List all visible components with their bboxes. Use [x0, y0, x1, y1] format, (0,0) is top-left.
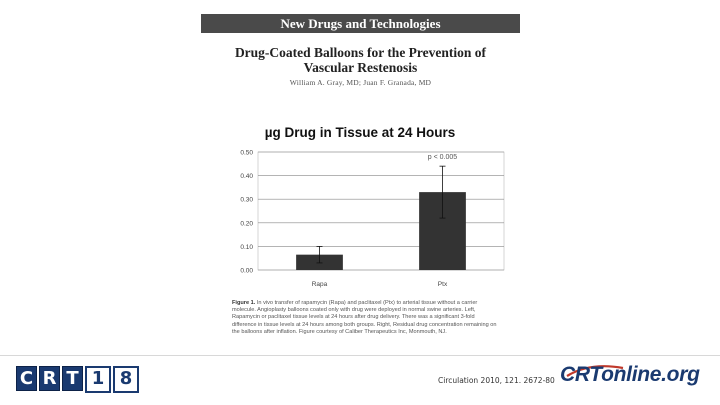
chart-title: µg Drug in Tissue at 24 Hours — [264, 125, 456, 140]
crt-logo-letter-r: R — [39, 366, 60, 391]
article-title-line-2: Vascular Restenosis — [303, 60, 418, 75]
crtonline-logo-domain: online.org — [601, 363, 700, 386]
figure-caption-text: In vivo transfer of rapamycin (Rapa) and paclitaxel (Ptx) to arterial tissue without a carrier molecule. Angioplasty balloons coated only with drug were deployed in normal swine arteries. Left, Rapamycin or paclitaxel tissue levels at 24 hours after drug delivery. There was a significant 3-fold difference in tissue levels at 24 hours among both groups. Right, Residual drug concentration remaining on the balloons after inflation. Figure courtesy of Caliber Therapeutics Inc, Monmouth, NJ. — [232, 300, 497, 335]
bar-chart — [228, 144, 508, 294]
article-title-line-1: Drug-Coated Balloons for the Prevention of — [234, 45, 487, 60]
crtonline-logo — [560, 363, 700, 387]
p-value-annotation: p < 0.005 — [427, 154, 458, 162]
y-tick-label: 0.10 — [240, 243, 253, 251]
footer-divider — [0, 355, 720, 356]
journal-section-banner: New Drugs and Technologies — [201, 14, 520, 33]
article-title — [201, 45, 520, 75]
y-tick-label: 0.40 — [240, 173, 253, 181]
y-tick-label: 0.00 — [240, 267, 253, 275]
y-tick-label: 0.50 — [240, 149, 253, 157]
y-tick-label: 0.30 — [240, 196, 253, 204]
y-tick-label: 0.20 — [240, 220, 253, 228]
crt-logo-digit-1: 1 — [85, 366, 111, 393]
crt-logo-digit-8: 8 — [113, 366, 139, 393]
crt18-logo — [16, 366, 139, 393]
crt-logo-letter-t: T — [62, 366, 83, 391]
crt-logo-letter-c: C — [16, 366, 37, 391]
x-category-label: Rapa — [311, 281, 328, 288]
citation-text: Circulation 2010, 121. 2672-80 — [438, 376, 555, 385]
figure-caption-label: Figure 1. — [232, 300, 256, 306]
plot-area — [258, 152, 504, 270]
x-category-label: Ptx — [437, 281, 448, 288]
figure-caption — [232, 300, 500, 336]
article-authors: William A. Gray, MD; Juan F. Granada, MD — [289, 78, 432, 87]
crtonline-logo-crt: CRT — [560, 363, 602, 386]
